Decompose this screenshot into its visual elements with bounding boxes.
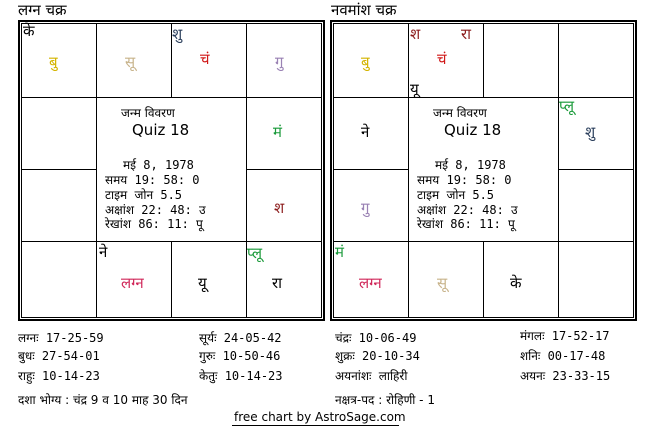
planet-surya: सू (125, 53, 136, 71)
planet-lagna: लग्न (359, 274, 382, 292)
pos-rahu: राहुः 10-14-23 (18, 369, 100, 383)
navamsha-house-cell (558, 23, 634, 98)
lagna-house-cell (246, 23, 322, 98)
planet-chandra: चं (200, 50, 210, 68)
planet-budh: बु (361, 53, 370, 71)
lagna-house-cell (21, 241, 97, 318)
planet-neptune: ने (99, 243, 108, 261)
planet-mangal: मं (335, 243, 344, 261)
lagna-center-heading: जन्म विवरण (121, 106, 175, 120)
navamsha-center-heading: जन्म विवरण (433, 106, 487, 120)
planet-uranus: यू (198, 274, 207, 292)
lagna-house-cell (246, 97, 322, 170)
planet-chandra: चं (437, 50, 447, 68)
navamsha-center-timezone: टाइम जोन 5.5 (417, 188, 495, 202)
navamsha-chart-title: नवमांश चक्र (331, 1, 397, 19)
pos-ketu: केतुः 10-14-23 (199, 369, 283, 383)
planet-ketu: के (23, 22, 35, 40)
navamsha-center-latitude: अक्षांश 22: 48: उ (417, 203, 518, 217)
footer-underline (232, 425, 399, 426)
planet-rahu: रा (461, 25, 472, 43)
navamsha-house-cell (558, 241, 634, 318)
planet-neptune: ने (361, 123, 370, 141)
pos-nakshatra: नक्षत्र-पद : रोहिणी - 1 (335, 393, 435, 407)
pos-dasha: दशा भोग्य : चंद्र 9 व 10 माह 30 दिन (18, 393, 188, 407)
lagna-house-cell (171, 241, 247, 318)
pos-surya: सूर्यः 24-05-42 (199, 331, 282, 345)
pos-shukra: शुक्रः 20-10-34 (335, 349, 420, 363)
pos-chandra: चंद्रः 10-06-49 (335, 331, 417, 345)
navamsha-center-date: मई 8, 1978 (435, 158, 506, 172)
planet-lagna: लग्न (121, 274, 144, 292)
pos-ayan: अयनः 23-33-15 (520, 369, 611, 383)
lagna-house-cell (21, 97, 97, 170)
lagna-center-name: Quiz 18 (132, 121, 190, 139)
lagna-center-time: समय 19: 58: 0 (105, 173, 200, 187)
pos-guru: गुरुः 10-50-46 (199, 349, 281, 363)
planet-rahu: रा (272, 274, 283, 292)
lagna-center-timezone: टाइम जोन 5.5 (105, 188, 183, 202)
lagna-center-date: मई 8, 1978 (123, 158, 194, 172)
planet-shukra: शु (585, 123, 596, 141)
pos-lagna: लग्नः 17-25-59 (18, 331, 104, 345)
navamsha-house-cell (333, 169, 409, 242)
planet-pluto: प्लू (559, 97, 575, 115)
lagna-house-cell (21, 169, 97, 242)
lagna-center-latitude: अक्षांश 22: 48: उ (105, 203, 206, 217)
navamsha-house-cell (333, 97, 409, 170)
planet-shukra: शु (172, 25, 183, 43)
planet-pluto: प्लू (247, 244, 263, 262)
planet-mangal: मं (273, 123, 282, 141)
pos-shani: शनिः 00-17-48 (520, 349, 606, 363)
navamsha-house-cell (483, 23, 559, 98)
planet-uranus: यू (410, 80, 419, 98)
navamsha-house-cell (558, 169, 634, 242)
pos-mangal: मंगलः 17-52-17 (520, 329, 610, 343)
pos-ayanamsha: अयनांशः लाहिरी (335, 369, 408, 383)
navamsha-center-time: समय 19: 58: 0 (417, 173, 512, 187)
navamsha-house-cell (333, 23, 409, 98)
planet-guru: गु (275, 53, 284, 71)
navamsha-center-longitude: रेखांश 86: 11: पू (417, 217, 515, 231)
navamsha-center-name: Quiz 18 (444, 121, 502, 139)
planet-ketu: के (510, 274, 522, 292)
pos-budh: बुधः 27-54-01 (18, 349, 100, 363)
lagna-chart-title: लग्न चक्र (18, 1, 67, 19)
lagna-center-longitude: रेखांश 86: 11: पू (105, 217, 203, 231)
footer-credit: free chart by AstroSage.com (234, 410, 406, 424)
planet-surya: सू (437, 274, 448, 292)
planet-budh: बु (49, 53, 58, 71)
planet-shani: श (410, 25, 421, 43)
planet-shani: श (274, 199, 285, 217)
planet-guru: गु (361, 199, 370, 217)
